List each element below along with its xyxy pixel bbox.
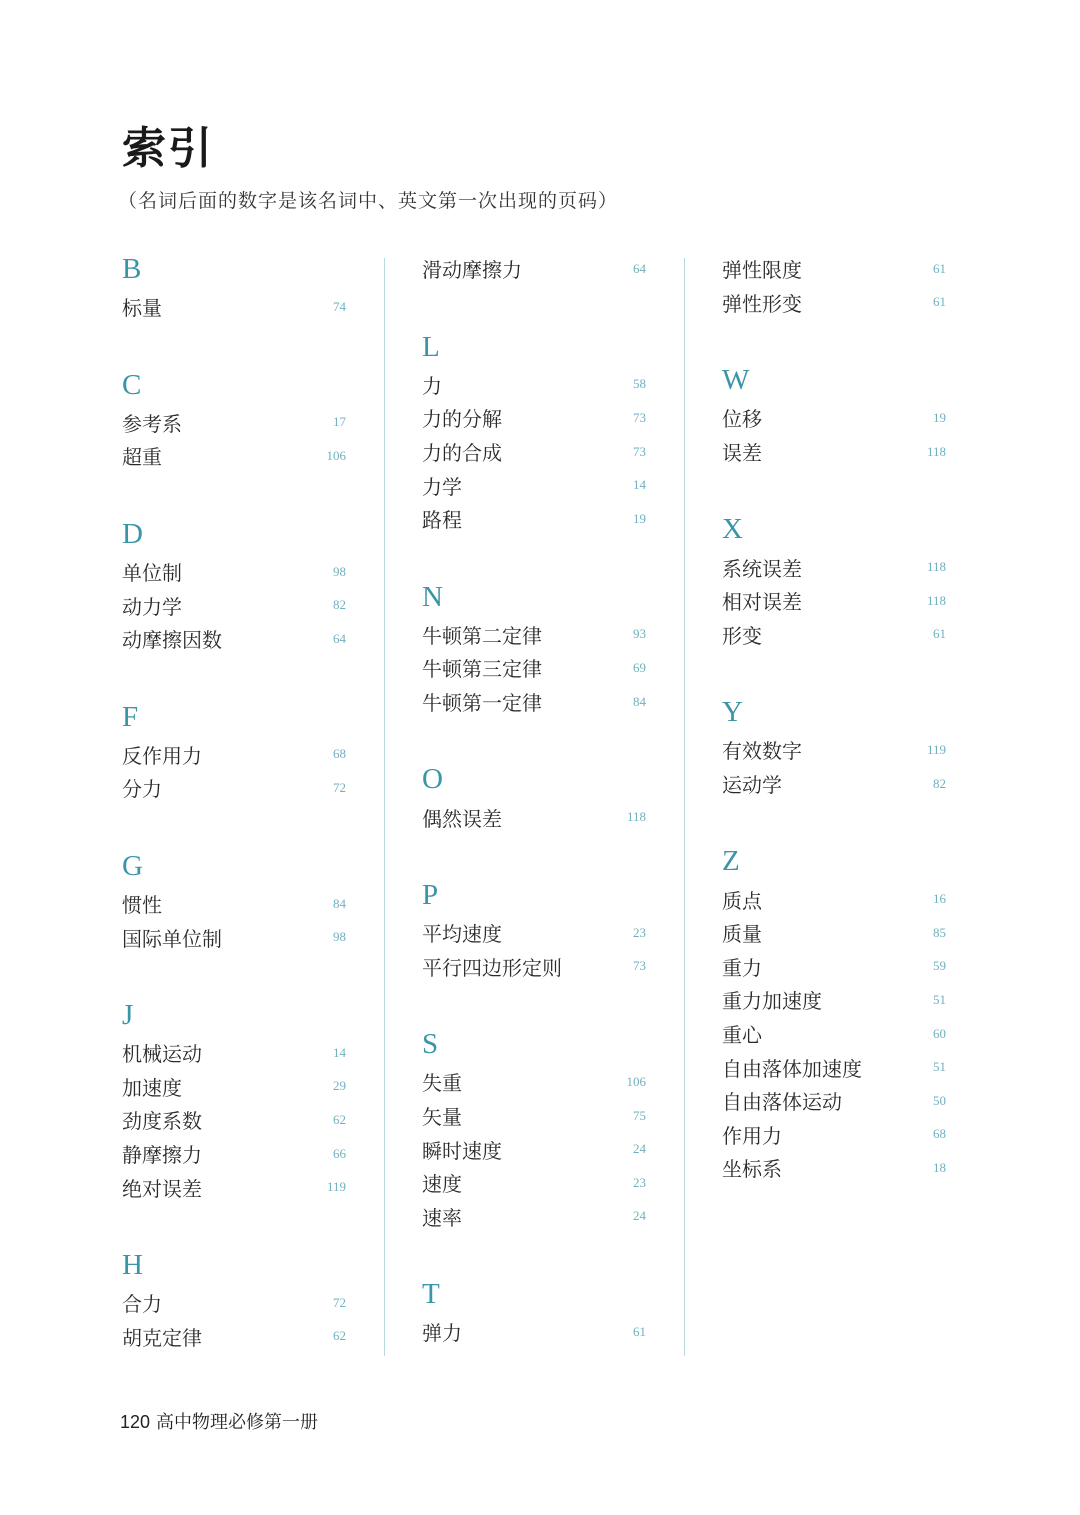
entry-page-number: 60: [933, 1025, 946, 1041]
section-letter: X: [722, 513, 743, 546]
entry-page-number: 51: [933, 1059, 946, 1075]
index-section: [122, 368, 348, 473]
index-entry: [122, 588, 348, 622]
index-section: [422, 1277, 648, 1349]
entry-page-number: 118: [626, 809, 646, 825]
entry-page-number: 16: [933, 891, 946, 907]
index-entry: [122, 771, 348, 805]
entry-term: 形变: [722, 623, 762, 648]
index-entry: [422, 468, 648, 502]
entry-page-number: 50: [933, 1092, 946, 1108]
entry-term: 力的合成: [422, 441, 502, 466]
entry-term: 重力: [722, 955, 762, 980]
index-section: [722, 363, 948, 468]
entry-term: 有效数字: [722, 739, 802, 764]
index-entry: [122, 1286, 348, 1320]
entry-page-number: 82: [933, 775, 946, 791]
entry-page-number: 98: [333, 563, 346, 579]
entry-term: 系统误差: [722, 556, 802, 581]
index-entry: [422, 435, 648, 469]
section-letter: L: [422, 330, 440, 363]
entry-term: 动力学: [122, 594, 182, 619]
entry-term: 国际单位制: [122, 926, 222, 951]
entry-term: 偶然误差: [422, 806, 502, 831]
entry-page-number: 69: [633, 659, 646, 675]
index-section: [122, 1248, 348, 1353]
entry-page-number: 24: [633, 1141, 646, 1157]
entry-page-number: 23: [633, 1174, 646, 1190]
entry-page-number: 17: [333, 414, 346, 430]
entry-term: 瞬时速度: [422, 1138, 502, 1163]
entry-term: 绝对误差: [122, 1176, 202, 1201]
section-letter: C: [122, 368, 142, 401]
footer-page-number: 120: [120, 1412, 151, 1432]
section-letter: J: [122, 998, 134, 1031]
entry-term: 标量: [122, 296, 162, 321]
entry-term: 弹性形变: [722, 291, 802, 316]
index-entry: [122, 622, 348, 656]
section-letter: W: [722, 364, 750, 397]
entry-term: 失重: [422, 1071, 462, 1096]
entry-page-number: 19: [633, 510, 646, 526]
entry-page-number: 19: [933, 409, 946, 425]
index-entry: [422, 618, 648, 652]
section-letter: B: [122, 253, 142, 285]
entry-page-number: 61: [633, 1323, 646, 1339]
index-entry: [722, 1151, 948, 1185]
footer-book-title: 高中物理必修第一册: [156, 1412, 319, 1433]
index-section: [722, 844, 948, 1184]
entry-term: 弹力: [422, 1321, 462, 1346]
entry-page-number: 66: [333, 1145, 346, 1161]
index-entry: [422, 1200, 648, 1234]
index-entry: [122, 439, 348, 473]
section-letter: O: [422, 763, 443, 796]
entry-term: 分力: [122, 777, 162, 802]
index-entry: [722, 550, 948, 584]
index-entry: [422, 1166, 648, 1200]
section-letter: F: [122, 700, 139, 733]
index-section: [422, 580, 648, 719]
index-entry: [422, 800, 648, 834]
entry-term: 运动学: [722, 773, 782, 798]
section-letter: P: [422, 878, 439, 911]
entry-term: 加速度: [122, 1075, 182, 1100]
entry-page-number: 84: [633, 693, 646, 709]
index-entry: [722, 767, 948, 801]
entry-term: 速度: [422, 1172, 462, 1197]
page-footer: [120, 1408, 318, 1434]
page-title: 索引: [122, 123, 214, 174]
entry-page-number: 62: [333, 1111, 346, 1127]
entry-page-number: 59: [933, 958, 946, 974]
entry-term: 误差: [722, 441, 762, 466]
entry-term: 位移: [722, 407, 762, 432]
entry-term: 速率: [422, 1205, 462, 1230]
entry-term: 惯性: [122, 893, 162, 918]
entry-page-number: 85: [933, 924, 946, 940]
index-column-1: [122, 252, 348, 1353]
entry-term: 牛顿第一定律: [422, 691, 542, 716]
index-entry: [422, 252, 648, 286]
section-letter: N: [422, 580, 443, 613]
index-section: [722, 252, 948, 319]
entry-term: 力: [422, 373, 442, 398]
index-entry: [722, 435, 948, 469]
index-entry: [122, 1103, 348, 1137]
section-letter: T: [422, 1278, 440, 1311]
index-entry: [722, 1084, 948, 1118]
section-letter: H: [122, 1248, 143, 1281]
entry-page-number: 23: [633, 924, 646, 940]
index-entry: [122, 1137, 348, 1171]
entry-term: 动摩擦因数: [122, 628, 222, 653]
index-entry: [422, 1065, 648, 1099]
index-entry: [122, 555, 348, 589]
entry-term: 质量: [722, 922, 762, 947]
entry-page-number: 61: [933, 294, 946, 310]
index-entry: [122, 290, 348, 324]
index-entry: [122, 406, 348, 440]
entry-term: 坐标系: [722, 1157, 782, 1182]
index-section: [422, 252, 648, 286]
index-entry: [722, 401, 948, 435]
entry-term: 合力: [122, 1292, 162, 1317]
index-entry: [722, 882, 948, 916]
entry-page-number: 51: [933, 991, 946, 1007]
entry-term: 质点: [722, 888, 762, 913]
index-entry: [122, 1170, 348, 1204]
index-section: [122, 517, 348, 656]
entry-page-number: 84: [333, 895, 346, 911]
entry-page-number: 72: [333, 779, 346, 795]
entry-page-number: 119: [926, 741, 946, 757]
entry-term: 重力加速度: [722, 989, 822, 1014]
index-entry: [422, 950, 648, 984]
entry-term: 滑动摩擦力: [422, 258, 522, 283]
index-entry: [722, 1050, 948, 1084]
page-subtitle: （名词后面的数字是该名词中、英文第一次出现的页码）: [118, 190, 619, 212]
entry-page-number: 119: [326, 1179, 346, 1195]
entry-page-number: 75: [633, 1107, 646, 1123]
index-entry: [722, 733, 948, 767]
index-entry: [722, 916, 948, 950]
index-section: [122, 700, 348, 805]
index-entry: [422, 1132, 648, 1166]
index-entry: [422, 368, 648, 402]
entry-term: 参考系: [122, 411, 182, 436]
entry-page-number: 64: [333, 630, 346, 646]
entry-page-number: 58: [633, 376, 646, 392]
entry-page-number: 68: [933, 1126, 946, 1142]
index-entry: [422, 401, 648, 435]
entry-term: 劲度系数: [122, 1109, 202, 1134]
index-column-3: [722, 252, 948, 1185]
entry-term: 牛顿第二定律: [422, 623, 542, 648]
index-section: [122, 849, 348, 954]
section-letter: D: [122, 517, 143, 550]
entry-term: 超重: [122, 445, 162, 470]
index-entry: [122, 887, 348, 921]
entry-page-number: 14: [333, 1044, 346, 1060]
section-letter: S: [422, 1028, 439, 1061]
index-entry: [722, 983, 948, 1017]
entry-term: 力学: [422, 474, 462, 499]
index-entry: [722, 1017, 948, 1051]
section-letter: Z: [722, 845, 740, 878]
entry-page-number: 73: [633, 958, 646, 974]
index-entry: [722, 286, 948, 320]
entry-term: 机械运动: [122, 1042, 202, 1067]
section-letter: G: [122, 849, 143, 882]
column-divider: [384, 258, 385, 1356]
index-entry: [422, 685, 648, 719]
index-entry: [122, 1320, 348, 1354]
entry-page-number: 68: [333, 746, 346, 762]
entry-page-number: 62: [333, 1328, 346, 1344]
entry-term: 重心: [722, 1023, 762, 1048]
entry-page-number: 29: [333, 1078, 346, 1094]
entry-page-number: 82: [333, 597, 346, 613]
index-entry: [422, 502, 648, 536]
index-entry: [122, 1036, 348, 1070]
index-section: [122, 252, 348, 324]
index-entry: [422, 916, 648, 950]
entry-term: 力的分解: [422, 407, 502, 432]
entry-term: 静摩擦力: [122, 1143, 202, 1168]
index-entry: [422, 1315, 648, 1349]
entry-page-number: 73: [633, 409, 646, 425]
index-entry: [122, 1070, 348, 1104]
entry-term: 反作用力: [122, 743, 202, 768]
entry-term: 单位制: [122, 561, 182, 586]
index-entry: [422, 651, 648, 685]
entry-term: 自由落体运动: [722, 1090, 842, 1115]
section-letter: Y: [722, 696, 743, 729]
entry-term: 平行四边形定则: [422, 955, 562, 980]
entry-page-number: 118: [926, 592, 946, 608]
index-entry: [722, 1118, 948, 1152]
entry-term: 自由落体加速度: [722, 1056, 862, 1081]
entry-term: 平均速度: [422, 922, 502, 947]
index-section: [422, 1027, 648, 1233]
entry-page-number: 73: [633, 443, 646, 459]
entry-term: 作用力: [722, 1123, 782, 1148]
index-section: [422, 330, 648, 536]
entry-page-number: 74: [333, 298, 346, 314]
entry-page-number: 61: [933, 626, 946, 642]
index-section: [422, 878, 648, 983]
entry-term: 牛顿第三定律: [422, 657, 542, 682]
index-entry: [722, 950, 948, 984]
entry-page-number: 118: [926, 443, 946, 459]
entry-term: 路程: [422, 508, 462, 533]
index-section: [122, 998, 348, 1204]
index-entry: [122, 920, 348, 954]
entry-page-number: 14: [633, 477, 646, 493]
index-entry: [722, 252, 948, 286]
index-entry: [422, 1099, 648, 1133]
index-entry: [122, 738, 348, 772]
entry-page-number: 24: [633, 1208, 646, 1224]
entry-term: 胡克定律: [122, 1325, 202, 1350]
entry-page-number: 98: [333, 929, 346, 945]
index-column-2: [422, 252, 648, 1349]
index-section: [422, 762, 648, 834]
entry-page-number: 72: [333, 1294, 346, 1310]
entry-page-number: 93: [633, 626, 646, 642]
entry-term: 相对误差: [722, 590, 802, 615]
entry-term: 矢量: [422, 1105, 462, 1130]
index-entry: [722, 618, 948, 652]
index-section: [722, 695, 948, 800]
index-section: [722, 512, 948, 651]
entry-term: 弹性限度: [722, 258, 802, 283]
index-entry: [722, 584, 948, 618]
entry-page-number: 106: [626, 1073, 646, 1089]
entry-page-number: 118: [926, 559, 946, 575]
entry-page-number: 18: [933, 1159, 946, 1175]
entry-page-number: 61: [933, 260, 946, 276]
column-divider: [684, 258, 685, 1356]
entry-page-number: 106: [326, 447, 346, 463]
entry-page-number: 64: [633, 260, 646, 276]
